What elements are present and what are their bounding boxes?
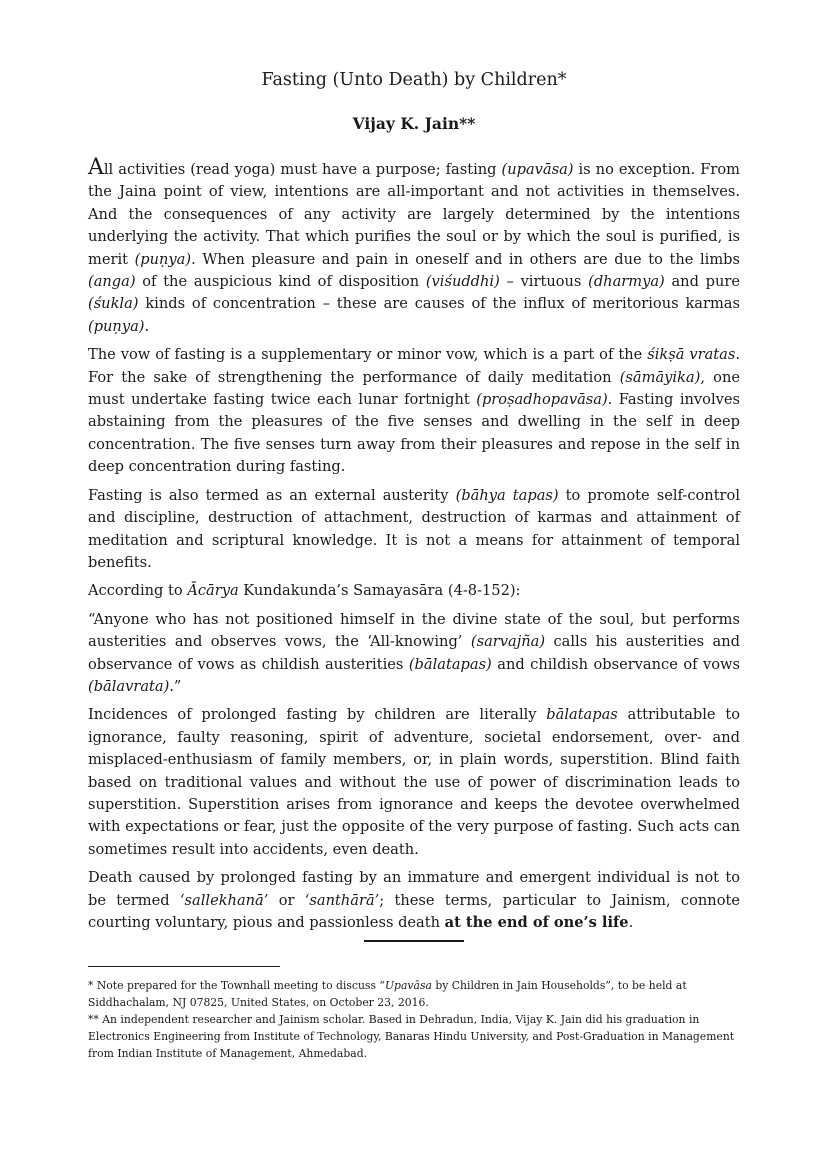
paragraph-4: According to Ācārya Kundakunda’s Samayasāra (4-8-152):	[88, 582, 521, 600]
footnote-divider	[88, 966, 280, 967]
article-body	[88, 155, 741, 934]
page-title: Fasting (Unto Death) by Children*	[261, 70, 567, 90]
drop-cap: A	[88, 155, 104, 180]
footnote-2: ** An independent researcher and Jainism scholar. Based in Dehradun, India, Vijay K. Jain did his graduation in Electronics Engineering from Institute of Technology, Banaras Hindu University, and Post-Graduation in Management from Indian Institute of Management, Ahmedabad.	[88, 1013, 735, 1061]
footnote-1: * Note prepared for the Townhall meeting to discuss “Upavāsa by Children in Jain Households”, to be held at Siddhachalam, NJ 07825, United States, on October 23, 2016.	[88, 979, 687, 1010]
footnotes	[88, 977, 740, 1062]
end-divider	[364, 940, 464, 942]
block-quote: “Anyone who has not positioned himself in the divine state of the soul, but performs austerities and observes vows, the ‘All-knowing’ (sarvajña) calls his austerities and observance of vows as childish austerities (bālatapas) and childish observance of vows (bālavrata).”	[88, 610, 740, 695]
paragraph-5: Incidences of prolonged fasting by children are literally bālatapas attributable to ignorance, faulty reasoning, spirit of adventure, societal endorsement, over- and misplaced-enthusiasm of family members, or, in plain words, superstition. Blind faith based on traditional values and without the use of power of discrimination leads to superstition. Superstition arises from ignorance and keeps the devotee overwhelmed with expectations or fear, just the opposite of the very purpose of fasting. Such acts can sometimes result into accidents, even death.	[88, 706, 740, 858]
author-name: Vijay K. Jain**	[352, 114, 476, 133]
paragraph-2: The vow of fasting is a supplementary or minor vow, which is a part of the śikṣā vratas. For the sake of strengthening the performance of daily meditation (sāmāyika), one must undertake fasting twice each lunar fortnight (proṣadhopavāsa). Fasting involves abstaining from the pleasures of the five senses and dwelling in the self in deep concentration. The five senses turn away from their pleasures and repose in the self in deep concentration during fasting.	[88, 346, 741, 476]
paragraph-6: Death caused by prolonged fasting by an immature and emergent individual is not to be termed ‘sallekhanā’ or ‘santhārā’; these terms, particular to Jainism, connote courting voluntary, pious and passionless death at the end of one’s life.	[88, 869, 740, 931]
paragraph-1: All activities (read yoga) must have a purpose; fasting (upavāsa) is no exception. From the Jaina point of view, intentions are all-important and not activities in themselves. And the consequences of any activity are largely determined by the intentions underlying the activity. That which purifies the soul or by which the soul is purified, is merit (puṇya). When pleasure and pain in oneself and in others are due to the limbs (anga) of the auspicious kind of disposition (viśuddhi) – virtuous (dharmya) and pure (śukla) kinds of concentration – these are causes of the influx of meritorious karmas (puṇya).	[88, 155, 741, 335]
paragraph-3: Fasting is also termed as an external austerity (bāhya tapas) to promote self-control and discipline, destruction of attachment, destruction of karmas and attainment of meditation and scriptural knowledge. It is not a means for attainment of temporal benefits.	[88, 486, 740, 571]
